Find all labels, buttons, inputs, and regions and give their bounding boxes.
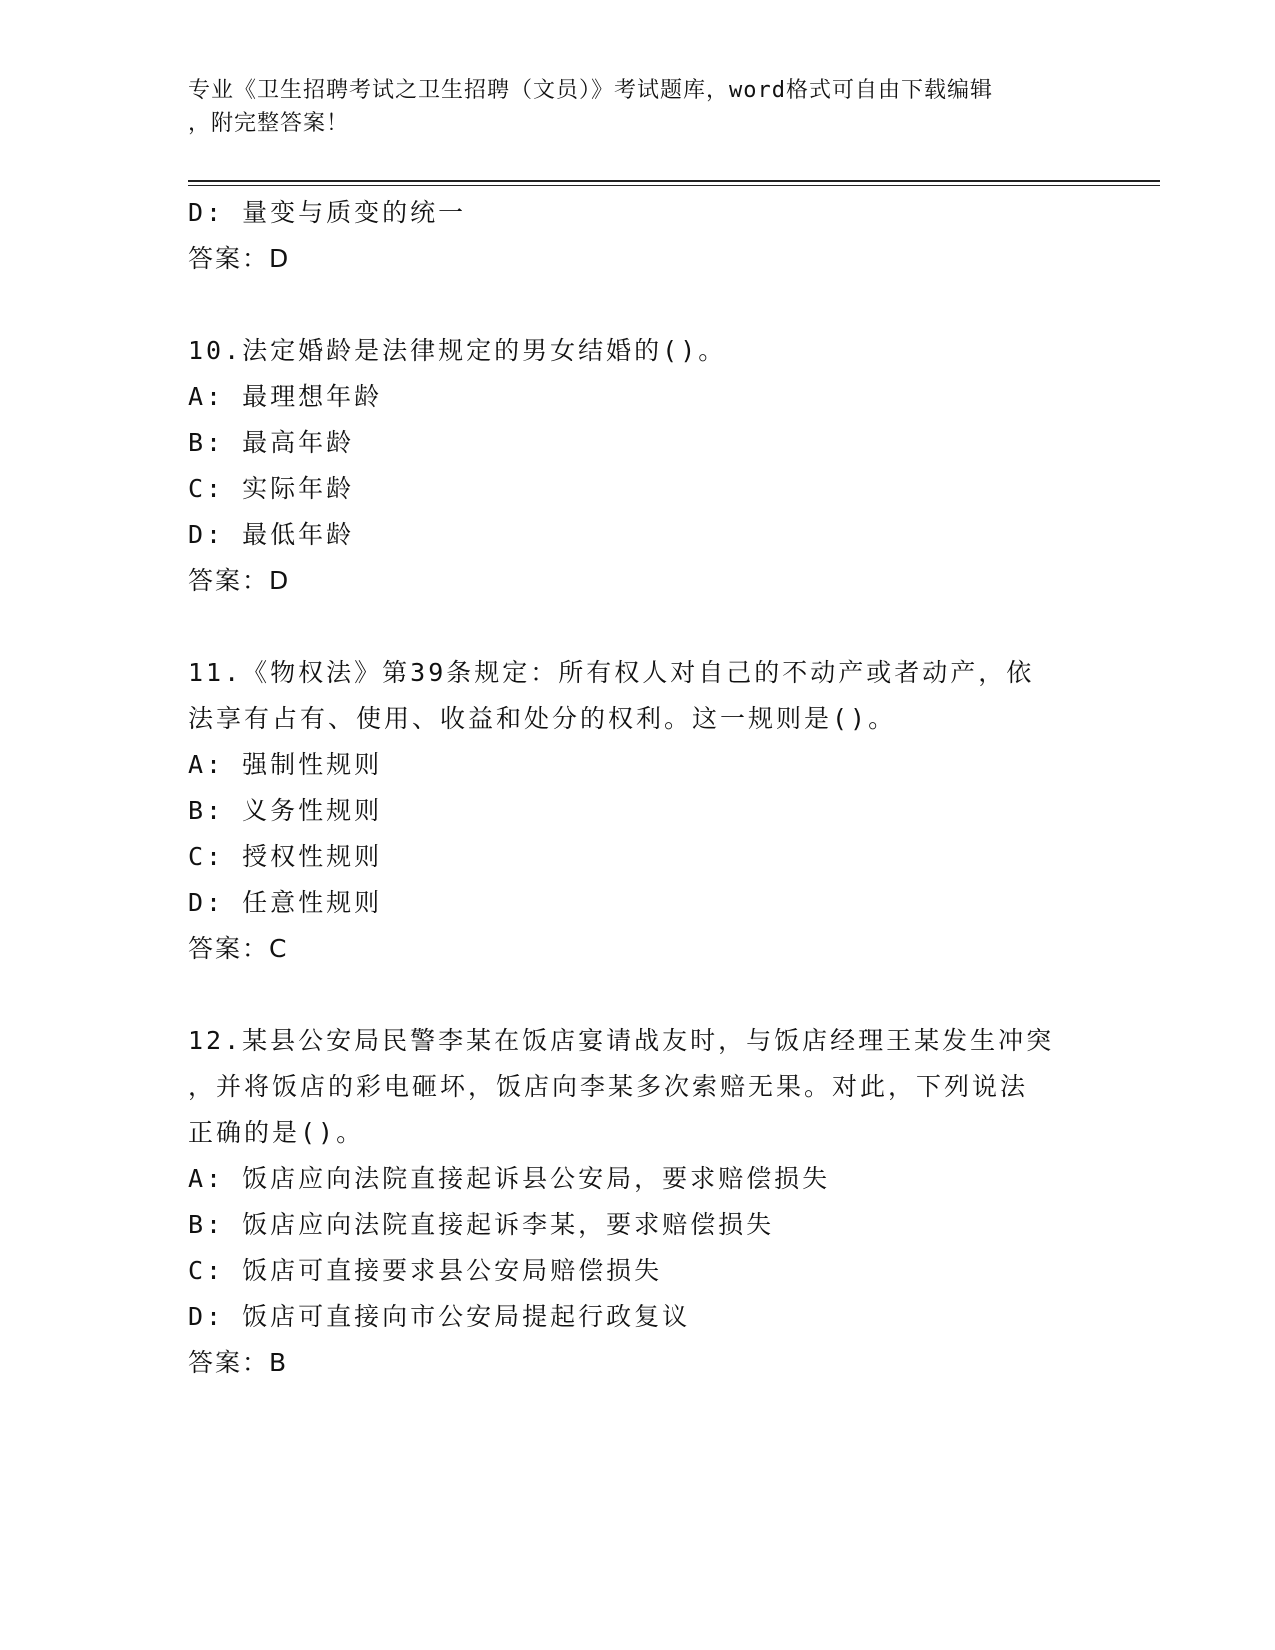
option-b: B: 义务性规则	[188, 796, 383, 825]
answer-line: 答案：B	[188, 1348, 289, 1377]
option-c: C: 饭店可直接要求县公安局赔偿损失	[188, 1256, 663, 1285]
option-d: D: 最低年龄	[188, 520, 355, 549]
option-d: D: 量变与质变的统一	[188, 198, 467, 227]
option-b: B: 饭店应向法院直接起诉李某，要求赔偿损失	[188, 1210, 775, 1239]
option-b: B: 最高年龄	[188, 428, 355, 457]
question-content	[188, 190, 1088, 1386]
spacer	[188, 972, 1088, 1018]
option-a: A: 最理想年龄	[188, 382, 383, 411]
header-line-2: ，附完整答案！	[188, 111, 350, 136]
answer-line: 答案：D	[188, 566, 291, 595]
answer-line: 答案：D	[188, 244, 291, 273]
option-a: A: 强制性规则	[188, 750, 383, 779]
option-d: D: 饭店可直接向市公安局提起行政复议	[188, 1302, 691, 1331]
answer-line: 答案：C	[188, 934, 289, 963]
document-header	[188, 74, 1088, 140]
header-line-1: 专业《卫生招聘考试之卫生招聘（文员）》考试题库，word格式可自由下载编辑	[188, 78, 993, 103]
spacer	[188, 282, 1088, 328]
question-stem-line-3: 正确的是()。	[188, 1118, 365, 1147]
question-stem-line-2: 法享有占有、使用、收益和处分的权利。这一规则是()。	[188, 704, 897, 733]
question-stem-line-1: 11.《物权法》第39条规定：所有权人对自己的不动产或者动产，依	[188, 658, 1035, 687]
question-stem: 10.法定婚龄是法律规定的男女结婚的()。	[188, 336, 727, 365]
question-10	[188, 328, 1088, 604]
header-divider-thick	[188, 180, 1160, 182]
question-11	[188, 650, 1088, 972]
option-c: C: 授权性规则	[188, 842, 383, 871]
previous-question-tail	[188, 190, 1088, 282]
option-a: A: 饭店应向法院直接起诉县公安局，要求赔偿损失	[188, 1164, 831, 1193]
header-divider-thin	[188, 185, 1160, 186]
question-12	[188, 1018, 1088, 1386]
question-stem-line-1: 12.某县公安局民警李某在饭店宴请战友时，与饭店经理王某发生冲突	[188, 1026, 1055, 1055]
option-d: D: 任意性规则	[188, 888, 383, 917]
question-stem-line-2: ，并将饭店的彩电砸坏，饭店向李某多次索赔无果。对此，下列说法	[188, 1072, 1029, 1101]
option-c: C: 实际年龄	[188, 474, 355, 503]
spacer	[188, 604, 1088, 650]
